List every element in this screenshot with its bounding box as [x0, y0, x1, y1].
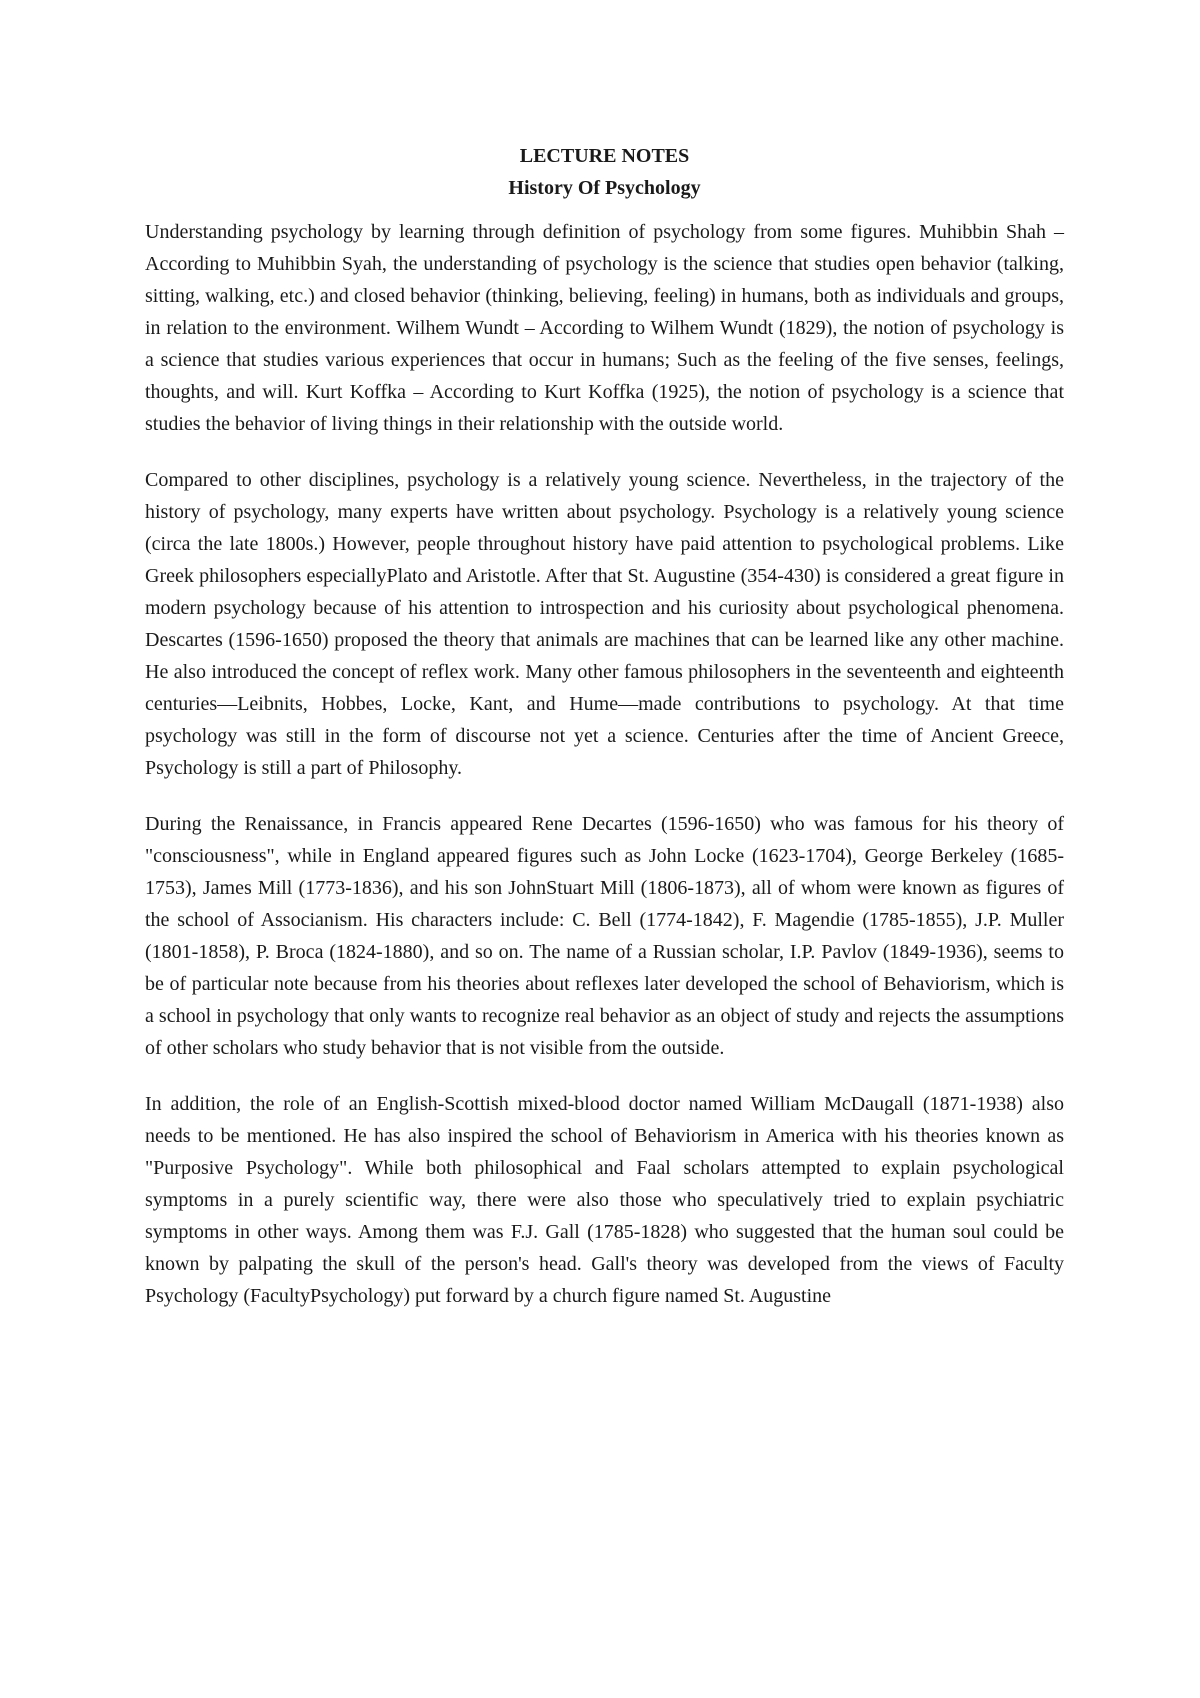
document-page	[145, 140, 1064, 1336]
paragraph-mcdaugall: In addition, the role of an English-Scottish mixed-blood doctor named William McDaugall (1871-1938) also needs to be mentioned. He has also inspired the school of Behaviorism in America with his theories known as "Purposive Psychology". While both philosophical and Faal scholars attempted to explain psychological symptoms in a purely scientific way, there were also those who speculatively tried to explain psychiatric symptoms in other ways. Among them was F.J. Gall (1785-1828) who suggested that the human soul could be known by palpating the skull of the person's head. Gall's theory was developed from the views of Faculty Psychology (FacultyPsychology) put forward by a church figure named St. Augustine	[145, 1093, 1064, 1307]
document-subtitle: History Of Psychology	[508, 177, 701, 199]
document-title: LECTURE NOTES	[519, 145, 690, 167]
paragraph-definitions: Understanding psychology by learning through definition of psychology from some figures. Muhibbin Shah – According to Muhibbin Syah, the understanding of psychology is the science that studies open behavior (talking, sitting, walking, etc.) and closed behavior (thinking, believing, feeling) in humans, both as individuals and groups, in relation to the environment. Wilhem Wundt – According to Wilhem Wundt (1829), the notion of psychology is a science that studies various experiences that occur in humans; Such as the feeling of the five senses, feelings, thoughts, and will. Kurt Koffka – According to Kurt Koffka (1925), the notion of psychology is a science that studies the behavior of living things in their relationship with the outside world.	[145, 221, 1064, 435]
paragraph-renaissance: During the Renaissance, in Francis appeared Rene Decartes (1596-1650) who was famous for his theory of "consciousness", while in England appeared figures such as John Locke (1623-1704), George Berkeley (1685-1753), James Mill (1773-1836), and his son JohnStuart Mill (1806-1873), all of whom were known as figures of the school of Associanism. His characters include: C. Bell (1774-1842), F. Magendie (1785-1855), J.P. Muller (1801-1858), P. Broca (1824-1880), and so on. The name of a Russian scholar, I.P. Pavlov (1849-1936), seems to be of particular note because from his theories about reflexes later developed the school of Behaviorism, which is a school in psychology that only wants to recognize real behavior as an object of study and rejects the assumptions of other scholars who study behavior that is not visible from the outside.	[145, 813, 1064, 1059]
paragraph-young-science: Compared to other disciplines, psychology is a relatively young science. Nevertheless, in the trajectory of the history of psychology, many experts have written about psychology. Psychology is a relatively young science (circa the late 1800s.) However, people throughout history have paid attention to psychological problems. Like Greek philosophers especiallyPlato and Aristotle. After that St. Augustine (354-430) is considered a great figure in modern psychology because of his attention to introspection and his curiosity about psychological phenomena. Descartes (1596-1650) proposed the theory that animals are machines that can be learned like any other machine. He also introduced the concept of reflex work. Many other famous philosophers in the seventeenth and eighteenth centuries—Leibnits, Hobbes, Locke, Kant, and Hume—made contributions to psychology. At that time psychology was still in the form of discourse not yet a science. Centuries after the time of Ancient Greece, Psychology is still a part of Philosophy.	[145, 469, 1064, 779]
